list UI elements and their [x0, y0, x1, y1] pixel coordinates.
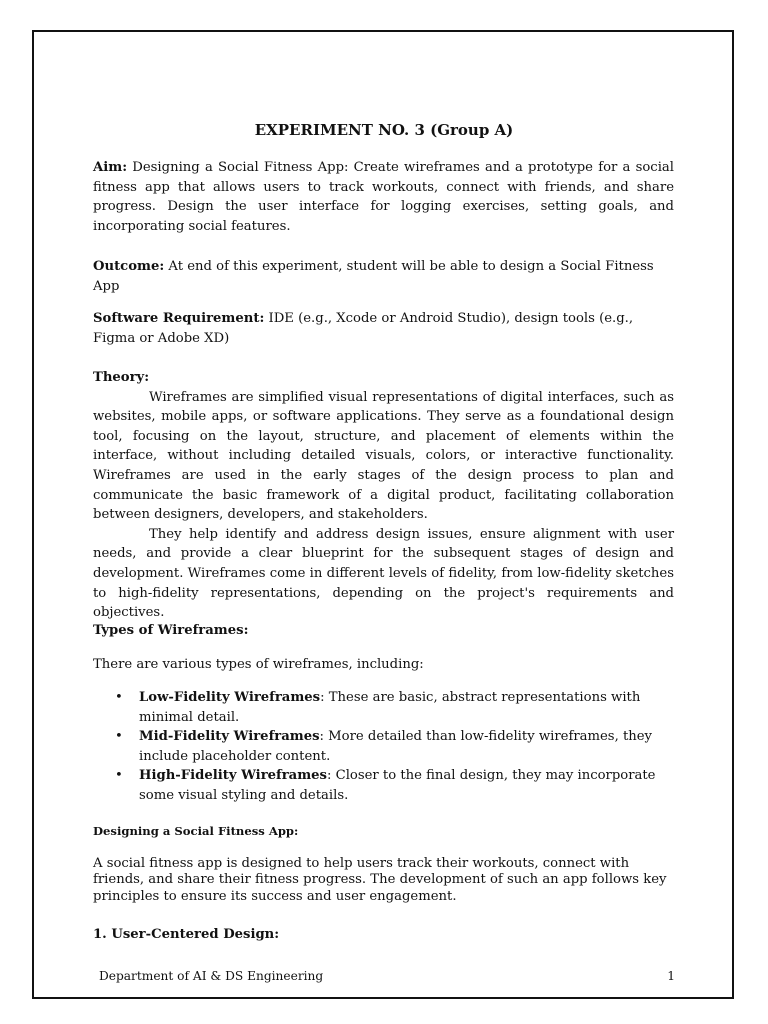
- list-item: [93, 766, 674, 805]
- aim-section: [93, 158, 674, 236]
- user-centered-heading: 1. User-Centered Design:: [93, 927, 280, 942]
- theory-section: [93, 368, 674, 623]
- user-centered-block: [93, 925, 674, 945]
- aim-label: Aim:: [93, 160, 128, 175]
- list-item-label: High-Fidelity Wireframes: [139, 768, 327, 784]
- software-section: [93, 309, 674, 348]
- theory-heading: Theory:: [93, 370, 150, 385]
- list-item: [93, 688, 674, 727]
- list-item-text: : Closer to the final design, they may incorporate some visual styling and details.: [139, 768, 656, 803]
- designing-text: A social fitness app is designed to help users track their workouts, connect with friends, and share their fitness progress. The development of such an app follows key principles to ensure its success and user engagement.: [93, 856, 667, 904]
- outcome-text: At end of this experiment, student will be able to design a Social Fitness App: [93, 259, 654, 294]
- theory-paragraph-2: They help identify and address design issues, ensure alignment with user needs, and provide a clear blueprint for the subsequent stages of design and development. Wireframes come in different levels of fidelity, from low-fidelity sketches to high-fidelity representations, depending on the project's requirements and objectives.: [93, 526, 674, 621]
- types-heading-block: [93, 621, 674, 641]
- list-item-label: Low-Fidelity Wireframes: [139, 690, 321, 705]
- designing-heading: Designing a Social Fitness App:: [93, 824, 299, 838]
- list-item-label: Mid-Fidelity Wireframes: [139, 729, 320, 745]
- list-item-text: : More detailed than low-fidelity wireframes, they include placeholder content.: [139, 729, 653, 764]
- footer-department: Department of AI & DS Engineering: [99, 969, 324, 983]
- designing-heading-block: [93, 822, 674, 842]
- types-intro: There are various types of wireframes, including:: [93, 657, 424, 672]
- aim-text: Designing a Social Fitness App: Create wireframes and a prototype for a social fitness app that allows users to track workouts, connect with friends, and share progress. Design the user interface for logging exercises, setting goals, and incorporating social features.: [93, 160, 674, 234]
- designing-text-block: [93, 856, 674, 905]
- types-intro-block: [93, 655, 674, 675]
- outcome-section: [93, 257, 674, 296]
- software-label: Software Requirement:: [93, 311, 265, 326]
- experiment-title: EXPERIMENT NO. 3 (Group A): [254, 121, 514, 139]
- outcome-label: Outcome:: [93, 259, 165, 274]
- software-text: IDE (e.g., Xcode or Android Studio), design tools (e.g., Figma or Adobe XD): [93, 311, 634, 346]
- types-heading: Types of Wireframes:: [93, 623, 249, 638]
- page-footer: [99, 969, 675, 983]
- theory-paragraph-1: Wireframes are simplified visual representations of digital interfaces, such as websites, mobile apps, or software applications. They serve as a foundational design tool, focusing on the layout, structure, and placement of elements within the interface, without including detailed visuals, colors, or interactive functionality. Wireframes are used in the early stages of the design process to plan and communicate the basic framework of a digital product, facilitating collaboration between designers, developers, and stakeholders.: [93, 389, 674, 523]
- list-item: [93, 727, 674, 766]
- list-item-text: : These are basic, abstract representations with minimal detail.: [139, 690, 641, 725]
- page-number: 1: [667, 969, 675, 983]
- types-list: [93, 688, 674, 806]
- types-list-block: [93, 688, 674, 806]
